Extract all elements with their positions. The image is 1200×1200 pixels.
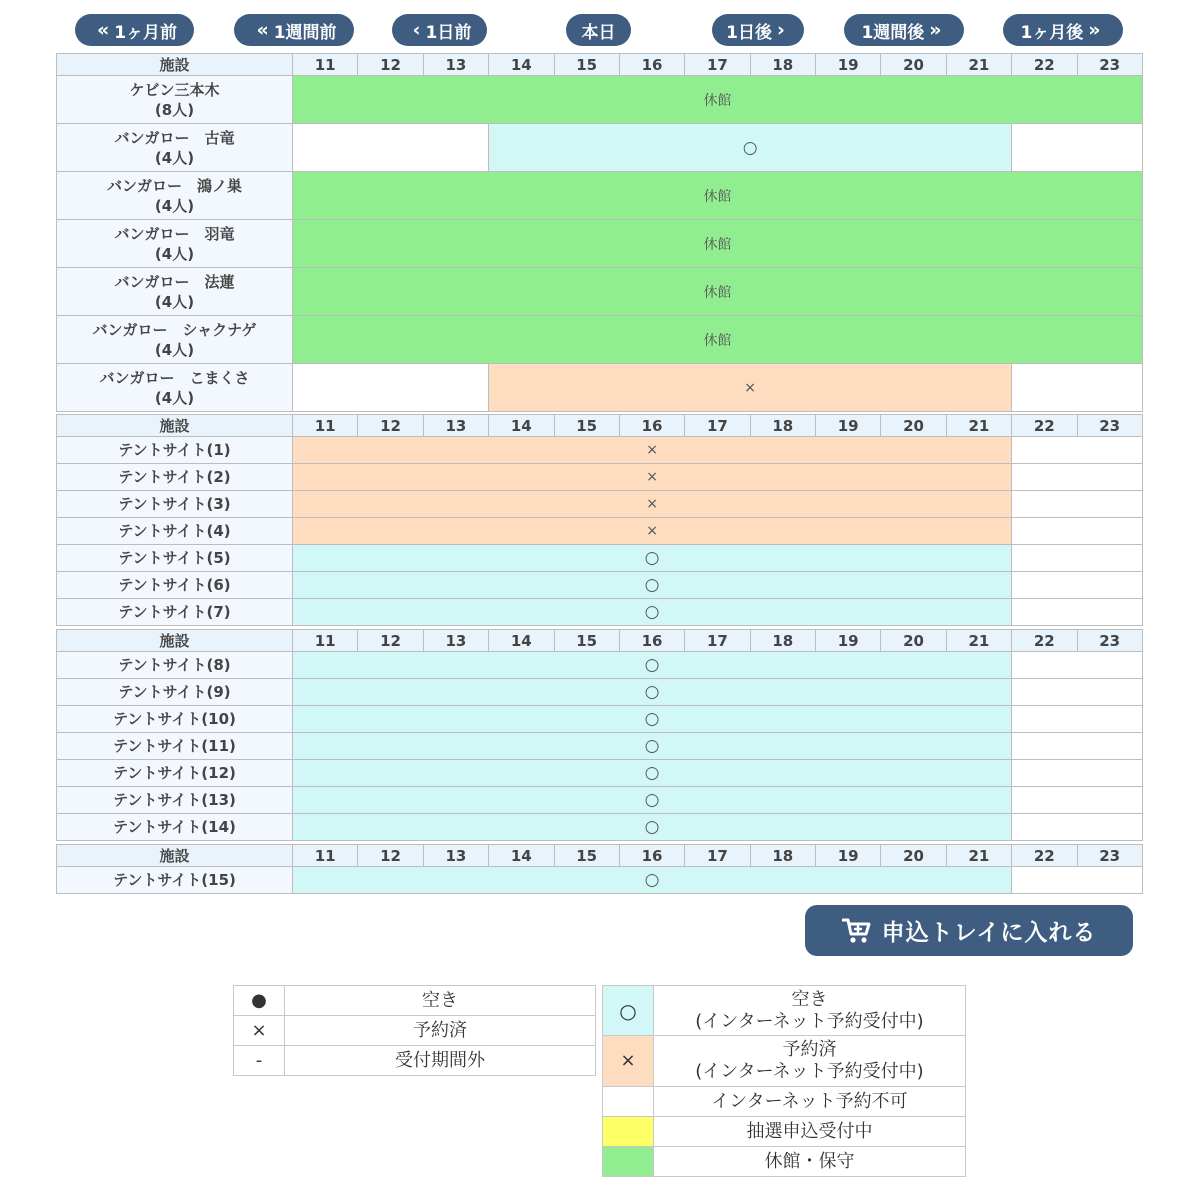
day-header: 21 bbox=[946, 630, 1011, 652]
facility-name bbox=[57, 599, 293, 626]
availability-symbol: × bbox=[646, 496, 658, 512]
facility-header: 施設 bbox=[57, 630, 293, 652]
legend-row bbox=[603, 1087, 966, 1117]
facility-name bbox=[57, 814, 293, 841]
facility-row bbox=[57, 599, 1143, 626]
availability-cell-no-online bbox=[1012, 599, 1143, 626]
facility-name-line: テントサイト(1) bbox=[118, 441, 231, 459]
availability-cell-no-online bbox=[1012, 572, 1143, 599]
legend-online bbox=[602, 985, 966, 1177]
next-day-button[interactable] bbox=[712, 14, 804, 46]
facility-name-line: テントサイト(9) bbox=[118, 683, 231, 701]
availability-cell-available[interactable] bbox=[293, 814, 1012, 841]
facility-name bbox=[57, 733, 293, 760]
day-header: 13 bbox=[423, 630, 488, 652]
day-header: 17 bbox=[685, 630, 750, 652]
legend-label: 受付期間外 bbox=[285, 1046, 596, 1076]
availability-symbol: ○ bbox=[644, 790, 660, 810]
availability-cell-booked bbox=[293, 518, 1012, 545]
day-header: 23 bbox=[1077, 845, 1142, 867]
calendar-header-row bbox=[57, 415, 1143, 437]
day-header: 20 bbox=[881, 845, 946, 867]
facility-name-line: テントサイト(6) bbox=[118, 576, 231, 594]
day-header: 19 bbox=[816, 845, 881, 867]
availability-cell-no-online bbox=[293, 124, 489, 172]
facility-name-line: (8人) bbox=[154, 100, 195, 119]
facility-name-line: (4人) bbox=[154, 292, 195, 311]
day-header: 21 bbox=[946, 54, 1011, 76]
double-chevron-left-icon: « bbox=[96, 19, 110, 41]
legend-swatch-lottery bbox=[603, 1117, 654, 1147]
day-header: 11 bbox=[293, 415, 358, 437]
day-header: 23 bbox=[1077, 415, 1142, 437]
legend-symbol: - bbox=[234, 1046, 285, 1076]
legend-label: 予約済 bbox=[285, 1016, 596, 1046]
facility-name bbox=[57, 518, 293, 545]
availability-symbol: ○ bbox=[644, 575, 660, 595]
prev-month-label: 1ヶ月前 bbox=[114, 22, 178, 43]
availability-symbol: × bbox=[646, 442, 658, 458]
day-header: 14 bbox=[489, 630, 554, 652]
facility-name bbox=[57, 572, 293, 599]
availability-cell-closed bbox=[293, 172, 1143, 220]
day-header: 14 bbox=[489, 845, 554, 867]
facility-row bbox=[57, 268, 1143, 316]
facility-row bbox=[57, 572, 1143, 599]
day-header: 11 bbox=[293, 54, 358, 76]
availability-cell-booked bbox=[293, 437, 1012, 464]
legend-swatch-available: ○ bbox=[603, 986, 654, 1036]
next-week-label: 1週間後 bbox=[861, 22, 925, 43]
legend-label-line: (インターネット予約受付中) bbox=[695, 1010, 924, 1032]
day-header: 19 bbox=[816, 630, 881, 652]
prev-day-button[interactable] bbox=[392, 14, 487, 46]
legend-basic bbox=[233, 985, 596, 1076]
facility-name-line: テントサイト(2) bbox=[118, 468, 231, 486]
availability-cell-no-online bbox=[1012, 787, 1143, 814]
facility-row bbox=[57, 706, 1143, 733]
availability-cell-no-online bbox=[1012, 124, 1143, 172]
day-header: 20 bbox=[881, 630, 946, 652]
facility-name-line: テントサイト(8) bbox=[118, 656, 231, 674]
calendar-section bbox=[56, 844, 1143, 894]
facility-name bbox=[57, 787, 293, 814]
legend-symbol: × bbox=[234, 1016, 285, 1046]
day-header: 12 bbox=[358, 630, 423, 652]
facility-name-line: テントサイト(4) bbox=[118, 522, 231, 540]
availability-symbol: 休館 bbox=[703, 332, 732, 349]
add-to-tray-label: 申込トレイに入れる bbox=[881, 920, 1097, 946]
day-header: 18 bbox=[750, 630, 815, 652]
today-label: 本日 bbox=[581, 22, 616, 43]
day-header: 18 bbox=[750, 845, 815, 867]
day-header: 17 bbox=[685, 415, 750, 437]
availability-cell-booked bbox=[293, 464, 1012, 491]
chevron-left-icon: ‹ bbox=[412, 19, 421, 41]
availability-symbol: ○ bbox=[644, 682, 660, 702]
facility-name-line: バンガロー 法蓮 bbox=[114, 272, 235, 291]
availability-symbol: ○ bbox=[644, 548, 660, 568]
next-month-button[interactable] bbox=[1003, 14, 1123, 46]
facility-name-line: バンガロー 羽竜 bbox=[114, 224, 235, 243]
facility-name-line: テントサイト(5) bbox=[118, 549, 231, 567]
facility-row bbox=[57, 364, 1143, 412]
facility-row bbox=[57, 679, 1143, 706]
availability-cell-no-online bbox=[1012, 679, 1143, 706]
day-header: 22 bbox=[1012, 630, 1077, 652]
day-header: 12 bbox=[358, 845, 423, 867]
facility-name bbox=[57, 491, 293, 518]
date-navigation bbox=[0, 14, 1200, 46]
legend-swatch-closed bbox=[603, 1147, 654, 1177]
availability-cell-no-online bbox=[1012, 364, 1143, 412]
facility-row bbox=[57, 124, 1143, 172]
availability-cell-available[interactable] bbox=[293, 706, 1012, 733]
facility-row bbox=[57, 518, 1143, 545]
day-header: 13 bbox=[423, 415, 488, 437]
calendar-header-row bbox=[57, 845, 1143, 867]
facility-name-line: テントサイト(10) bbox=[113, 710, 236, 728]
facility-row bbox=[57, 787, 1143, 814]
prev-week-button[interactable] bbox=[234, 14, 354, 46]
facility-row bbox=[57, 652, 1143, 679]
legend-row bbox=[234, 1046, 596, 1076]
facility-name-line: (4人) bbox=[154, 340, 195, 359]
facility-name-line: テントサイト(14) bbox=[113, 818, 236, 836]
facility-row bbox=[57, 316, 1143, 364]
day-header: 16 bbox=[619, 54, 684, 76]
availability-cell-available[interactable] bbox=[293, 545, 1012, 572]
day-header: 11 bbox=[293, 630, 358, 652]
facility-name-line: バンガロー こまくさ bbox=[99, 368, 250, 387]
availability-cell-booked bbox=[293, 491, 1012, 518]
cart-icon bbox=[842, 917, 872, 945]
calendar-section bbox=[56, 414, 1143, 626]
availability-symbol: 休館 bbox=[703, 284, 732, 301]
calendar-header-row bbox=[57, 54, 1143, 76]
prev-day-label: 1日前 bbox=[425, 22, 472, 43]
availability-cell-available[interactable] bbox=[293, 599, 1012, 626]
legend-label: 空き bbox=[285, 986, 596, 1016]
facility-name bbox=[57, 220, 293, 268]
legend-label bbox=[654, 1036, 966, 1087]
availability-symbol: ○ bbox=[644, 709, 660, 729]
availability-cell-no-online bbox=[1012, 652, 1143, 679]
availability-cell-closed bbox=[293, 220, 1143, 268]
facility-row bbox=[57, 76, 1143, 124]
facility-row bbox=[57, 220, 1143, 268]
facility-name-line: テントサイト(7) bbox=[118, 603, 231, 621]
day-header: 20 bbox=[881, 415, 946, 437]
facility-name-line: (4人) bbox=[154, 196, 195, 215]
day-header: 14 bbox=[489, 54, 554, 76]
day-header: 16 bbox=[619, 415, 684, 437]
facility-name bbox=[57, 760, 293, 787]
day-header: 23 bbox=[1077, 54, 1142, 76]
facility-name bbox=[57, 76, 293, 124]
double-chevron-right-icon: » bbox=[929, 19, 942, 41]
facility-name-line: テントサイト(11) bbox=[113, 737, 236, 755]
legend-swatch-booked: × bbox=[603, 1036, 654, 1087]
prev-month-button[interactable] bbox=[75, 14, 194, 46]
availability-cell-no-online bbox=[1012, 867, 1143, 894]
calendar-section bbox=[56, 629, 1143, 841]
legend-row bbox=[603, 1036, 966, 1087]
prev-week-label: 1週間前 bbox=[273, 22, 337, 43]
availability-cell-available[interactable] bbox=[293, 679, 1012, 706]
day-header: 15 bbox=[554, 415, 619, 437]
facility-row bbox=[57, 437, 1143, 464]
facility-name-line: (4人) bbox=[154, 148, 195, 167]
legend-row bbox=[603, 1117, 966, 1147]
facility-name bbox=[57, 706, 293, 733]
facility-name-line: テントサイト(3) bbox=[118, 495, 231, 513]
day-header: 17 bbox=[685, 845, 750, 867]
availability-cell-available[interactable] bbox=[293, 733, 1012, 760]
availability-cell-available[interactable] bbox=[293, 652, 1012, 679]
facility-name-line: (4人) bbox=[154, 244, 195, 263]
double-chevron-right-icon: » bbox=[1088, 19, 1101, 41]
day-header: 22 bbox=[1012, 845, 1077, 867]
day-header: 18 bbox=[750, 54, 815, 76]
legend-row bbox=[234, 1016, 596, 1046]
day-header: 16 bbox=[619, 630, 684, 652]
day-header: 18 bbox=[750, 415, 815, 437]
availability-symbol: 休館 bbox=[703, 188, 732, 205]
legend-row bbox=[234, 986, 596, 1016]
next-month-label: 1ヶ月後 bbox=[1020, 22, 1084, 43]
availability-symbol: ○ bbox=[644, 817, 660, 837]
day-header: 19 bbox=[816, 415, 881, 437]
legend-label bbox=[654, 986, 966, 1036]
day-header: 13 bbox=[423, 54, 488, 76]
facility-name-line: バンガロー シャクナゲ bbox=[92, 320, 257, 339]
next-week-button[interactable] bbox=[844, 14, 964, 46]
availability-cell-no-online bbox=[1012, 706, 1143, 733]
day-header: 16 bbox=[619, 845, 684, 867]
availability-cell-available[interactable] bbox=[293, 572, 1012, 599]
facility-name bbox=[57, 268, 293, 316]
facility-name bbox=[57, 679, 293, 706]
facility-name bbox=[57, 172, 293, 220]
legend-label-line: 空き bbox=[791, 988, 828, 1010]
facility-row bbox=[57, 172, 1143, 220]
day-header: 21 bbox=[946, 415, 1011, 437]
availability-symbol: ○ bbox=[644, 763, 660, 783]
facility-name bbox=[57, 652, 293, 679]
day-header: 22 bbox=[1012, 54, 1077, 76]
chevron-right-icon: › bbox=[777, 19, 785, 41]
day-header: 13 bbox=[423, 845, 488, 867]
availability-cell-no-online bbox=[1012, 491, 1143, 518]
day-header: 14 bbox=[489, 415, 554, 437]
facility-row bbox=[57, 760, 1143, 787]
availability-cell-booked bbox=[489, 364, 1012, 412]
facility-row bbox=[57, 545, 1143, 572]
facility-row bbox=[57, 733, 1143, 760]
facility-name bbox=[57, 464, 293, 491]
legend-label: 抽選申込受付中 bbox=[654, 1117, 966, 1147]
legend-label: インターネット予約不可 bbox=[654, 1087, 966, 1117]
day-header: 15 bbox=[554, 54, 619, 76]
availability-symbol: 休館 bbox=[703, 236, 732, 253]
calendar-header-row bbox=[57, 630, 1143, 652]
day-header: 17 bbox=[685, 54, 750, 76]
availability-cell-no-online bbox=[1012, 733, 1143, 760]
availability-cell-available[interactable] bbox=[293, 867, 1012, 894]
day-header: 15 bbox=[554, 630, 619, 652]
day-header: 12 bbox=[358, 54, 423, 76]
availability-symbol: × bbox=[646, 523, 658, 539]
availability-symbol: ○ bbox=[644, 870, 660, 890]
availability-cell-no-online bbox=[1012, 814, 1143, 841]
availability-cell-no-online bbox=[1012, 518, 1143, 545]
facility-row bbox=[57, 464, 1143, 491]
facility-name bbox=[57, 437, 293, 464]
facility-header: 施設 bbox=[57, 845, 293, 867]
facility-name bbox=[57, 124, 293, 172]
availability-symbol: 休館 bbox=[703, 92, 732, 109]
facility-row bbox=[57, 814, 1143, 841]
availability-cell-available[interactable] bbox=[489, 124, 1012, 172]
availability-cell-closed bbox=[293, 268, 1143, 316]
day-header: 20 bbox=[881, 54, 946, 76]
facility-header: 施設 bbox=[57, 415, 293, 437]
legend-symbol: ● bbox=[234, 986, 285, 1016]
facility-name bbox=[57, 316, 293, 364]
facility-row bbox=[57, 491, 1143, 518]
availability-symbol: ○ bbox=[742, 137, 758, 158]
availability-symbol: × bbox=[646, 469, 658, 485]
day-header: 12 bbox=[358, 415, 423, 437]
facility-name bbox=[57, 545, 293, 572]
legend-label: 休館・保守 bbox=[654, 1147, 966, 1177]
day-header: 21 bbox=[946, 845, 1011, 867]
availability-symbol: ○ bbox=[644, 602, 660, 622]
facility-name-line: (4人) bbox=[154, 388, 195, 407]
availability-cell-available[interactable] bbox=[293, 787, 1012, 814]
availability-cell-no-online bbox=[1012, 545, 1143, 572]
facility-name-line: バンガロー 鴻ノ巣 bbox=[106, 176, 242, 195]
double-chevron-left-icon: « bbox=[256, 19, 269, 41]
facility-name-line: テントサイト(15) bbox=[113, 871, 236, 889]
legend-label-line: (インターネット予約受付中) bbox=[695, 1061, 924, 1082]
availability-symbol: ○ bbox=[644, 655, 660, 675]
facility-name-line: ケビン三本木 bbox=[129, 80, 220, 99]
add-to-tray-button[interactable] bbox=[805, 905, 1133, 956]
day-header: 11 bbox=[293, 845, 358, 867]
availability-cell-closed bbox=[293, 76, 1143, 124]
day-header: 15 bbox=[554, 845, 619, 867]
availability-cell-no-online bbox=[1012, 464, 1143, 491]
availability-cell-no-online bbox=[1012, 437, 1143, 464]
facility-header: 施設 bbox=[57, 54, 293, 76]
facility-name-line: バンガロー 古竜 bbox=[114, 128, 235, 147]
day-header: 19 bbox=[816, 54, 881, 76]
facility-name bbox=[57, 867, 293, 894]
availability-cell-available[interactable] bbox=[293, 760, 1012, 787]
facility-name bbox=[57, 364, 293, 412]
facility-row bbox=[57, 867, 1143, 894]
availability-cell-no-online bbox=[293, 364, 489, 412]
day-header: 23 bbox=[1077, 630, 1142, 652]
calendar-section bbox=[56, 53, 1143, 412]
availability-cell-closed bbox=[293, 316, 1143, 364]
legend-label-line: 予約済 bbox=[782, 1039, 837, 1060]
next-day-label: 1日後 bbox=[726, 22, 772, 43]
legend-row bbox=[603, 986, 966, 1036]
facility-name-line: テントサイト(13) bbox=[113, 791, 236, 809]
legend-swatch-no-online bbox=[603, 1087, 654, 1117]
availability-symbol: × bbox=[744, 379, 756, 396]
day-header: 22 bbox=[1012, 415, 1077, 437]
facility-name-line: テントサイト(12) bbox=[113, 764, 236, 782]
today-button[interactable] bbox=[566, 14, 631, 46]
availability-symbol: ○ bbox=[644, 736, 660, 756]
legend-row bbox=[603, 1147, 966, 1177]
availability-cell-no-online bbox=[1012, 760, 1143, 787]
